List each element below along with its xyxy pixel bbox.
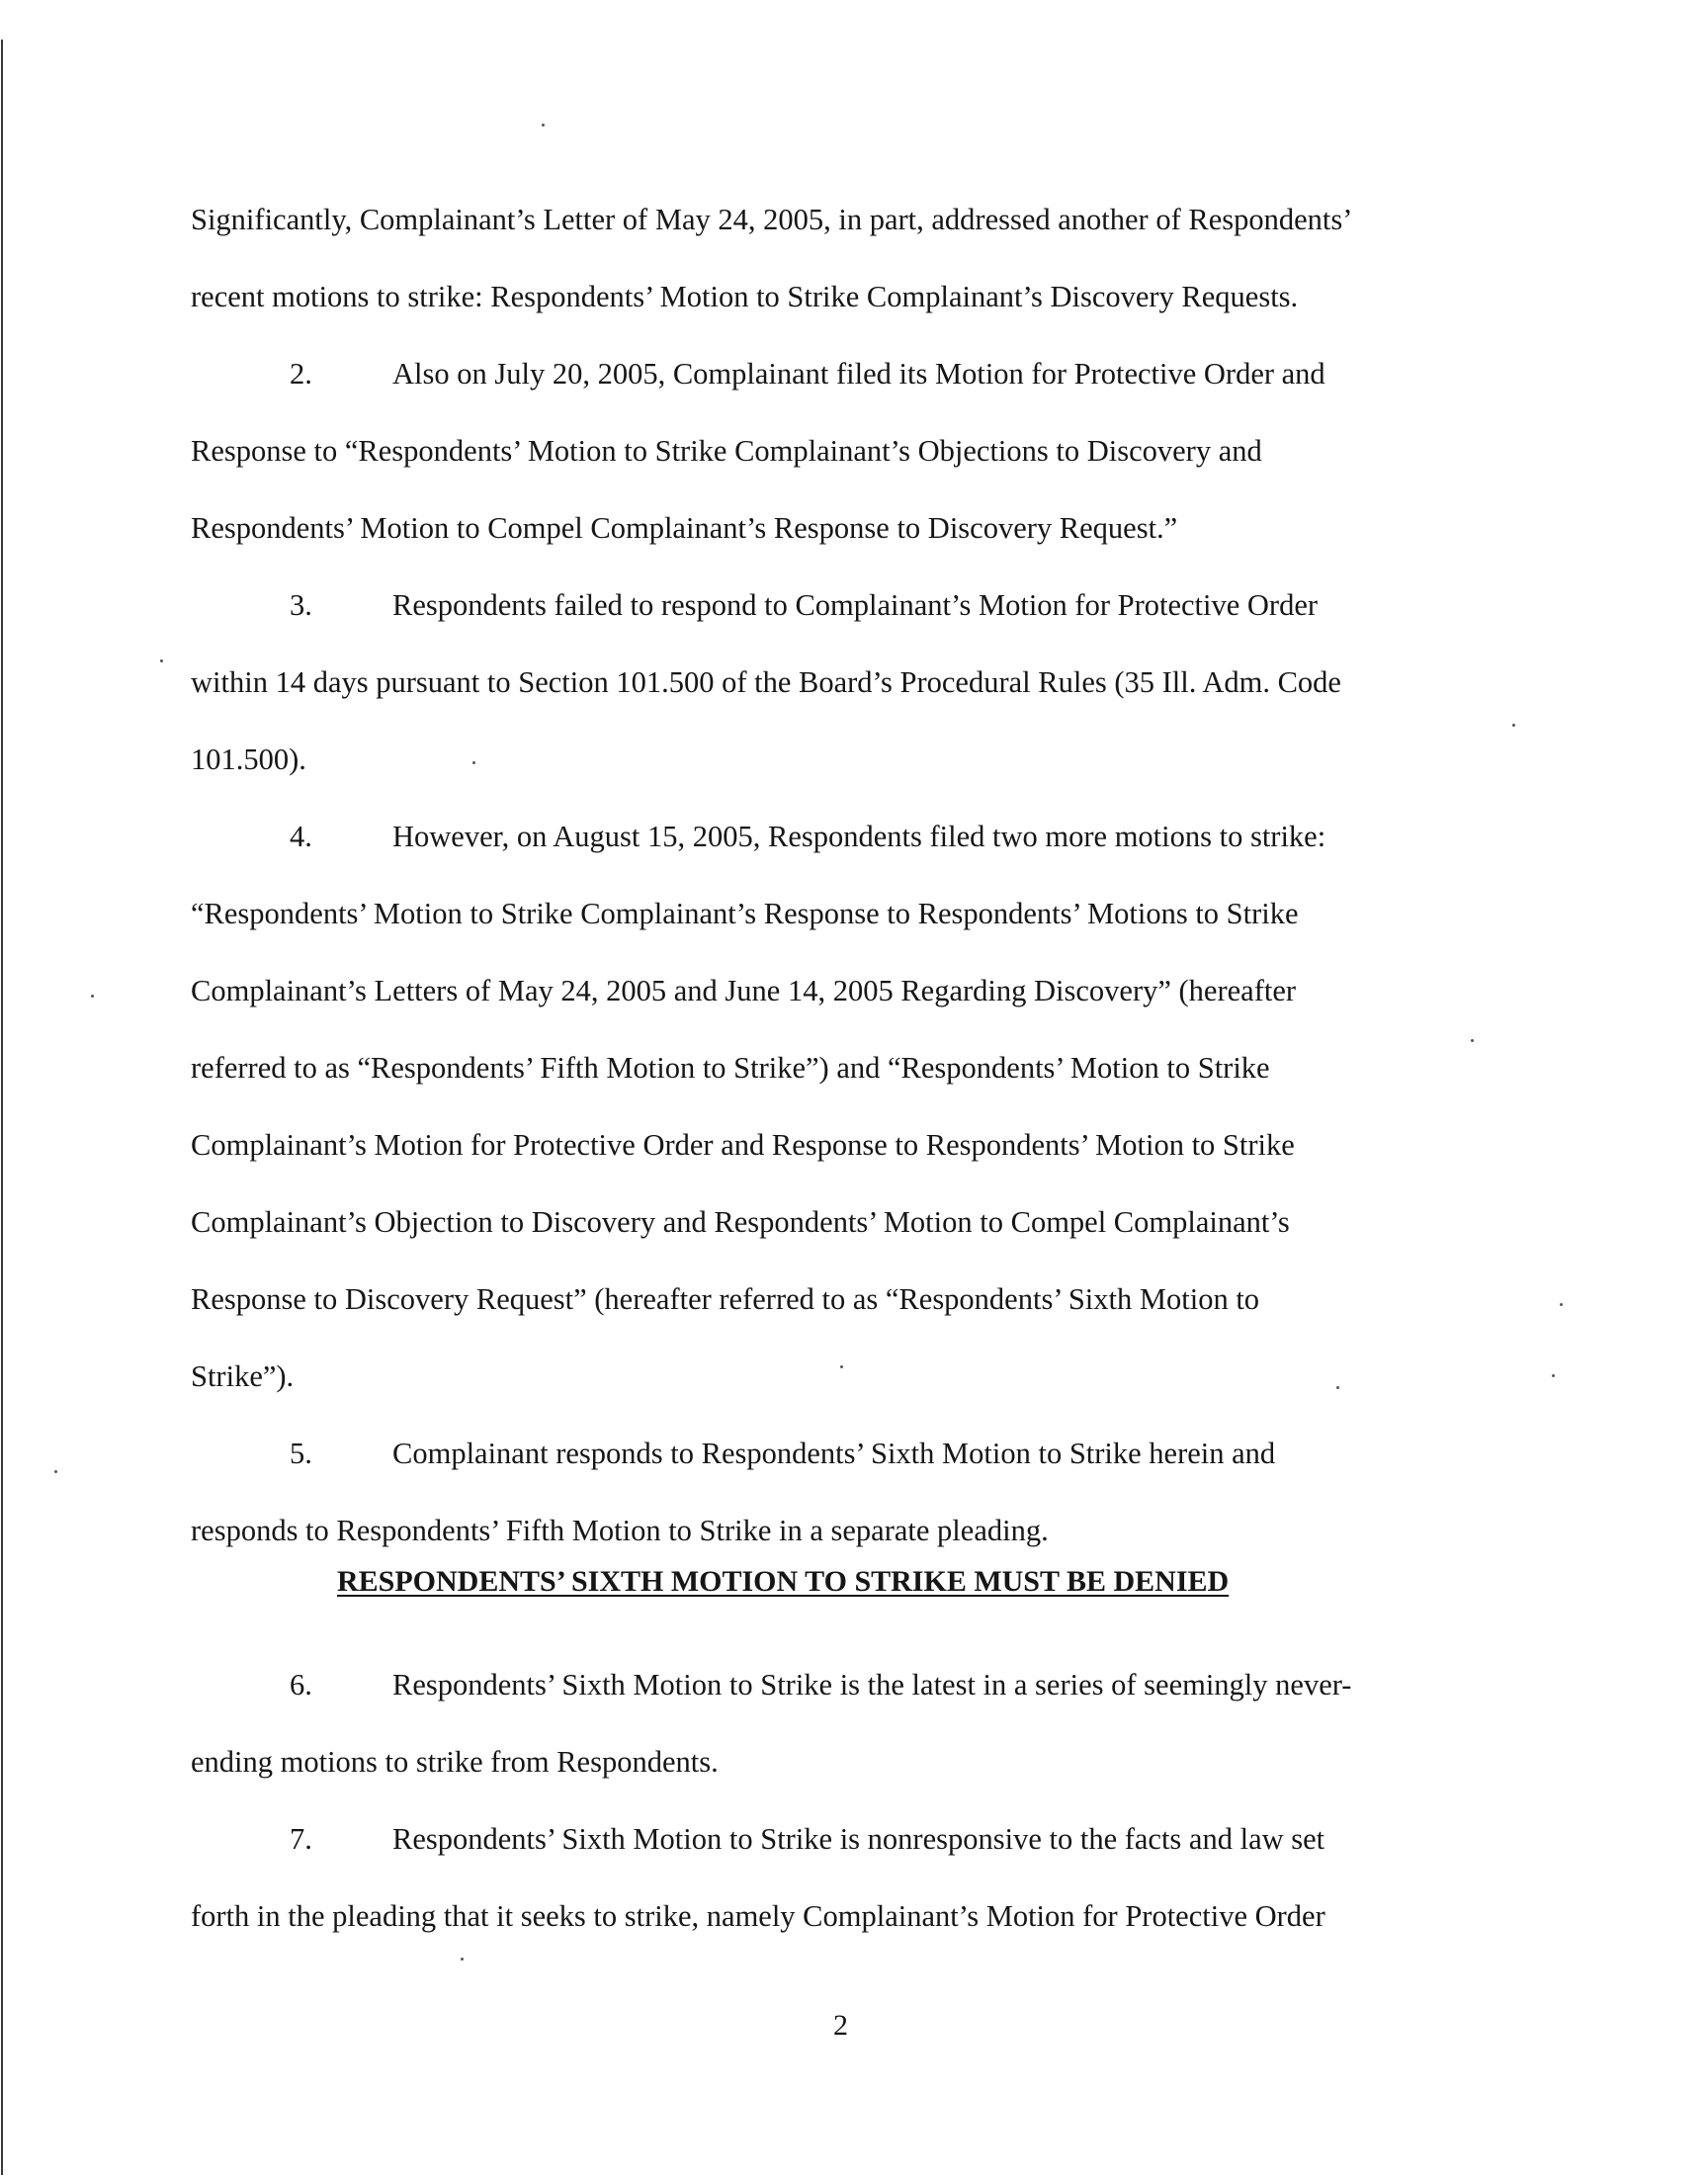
scan-speck xyxy=(54,1470,57,1473)
scan-speck xyxy=(542,124,545,127)
page-number: 2 xyxy=(833,2009,848,2042)
paragraph-first-line: Respondents’ Sixth Motion to Strike is the latest in a series of seemingly never- xyxy=(392,1668,1352,1702)
scan-speck xyxy=(1552,1374,1555,1377)
paragraph-number: 5. xyxy=(290,1437,312,1470)
scan-speck xyxy=(1336,1386,1339,1389)
paragraph-number: 2. xyxy=(290,357,312,391)
scan-speck xyxy=(160,659,163,662)
paragraph-number: 6. xyxy=(290,1668,312,1702)
paragraph-first-line: Respondents’ Sixth Motion to Strike is nonresponsive to the facts and law set xyxy=(392,1822,1325,1856)
paragraph-number: 7. xyxy=(290,1822,312,1856)
paragraph-first-line: Also on July 20, 2005, Complainant filed its Motion for Protective Order and xyxy=(392,357,1325,391)
paragraph-line: 101.500). xyxy=(191,742,306,776)
paragraph-line: Response to “Respondents’ Motion to Strike Complainant’s Objections to Discovery and xyxy=(191,434,1262,468)
paragraph-number: 3. xyxy=(290,588,312,622)
paragraph-line: Respondents’ Motion to Compel Complainant’s Response to Discovery Request.” xyxy=(191,511,1178,545)
section-heading: RESPONDENTS’ SIXTH MOTION TO STRIKE MUST BE DENIED xyxy=(337,1565,1230,1598)
scan-speck xyxy=(1512,724,1515,727)
paragraph-line: forth in the pleading that it seeks to strike, namely Complainant’s Motion for Protective Order xyxy=(191,1899,1325,1933)
paragraph-line: responds to Respondents’ Fifth Motion to Strike in a separate pleading. xyxy=(191,1514,1049,1547)
paragraph-line: Response to Discovery Request” (hereafter referred to as “Respondents’ Sixth Motion to xyxy=(191,1282,1260,1316)
scan-speck xyxy=(91,995,94,998)
paragraph-first-line: Respondents failed to respond to Complainant’s Motion for Protective Order xyxy=(392,588,1319,622)
paragraph-line: Complainant’s Letters of May 24, 2005 and June 14, 2005 Regarding Discovery” (hereafter xyxy=(191,974,1297,1007)
scan-speck xyxy=(461,1958,464,1961)
paragraph-first-line: However, on August 15, 2005, Respondents filed two more motions to strike: xyxy=(392,820,1326,853)
intro-line: recent motions to strike: Respondents’ Motion to Strike Complainant’s Discovery Requests. xyxy=(191,280,1299,313)
scan-speck xyxy=(840,1365,843,1368)
paragraph-line: within 14 days pursuant to Section 101.500 of the Board’s Procedural Rules (35 Ill. Adm. Code xyxy=(191,665,1341,699)
scan-speck xyxy=(1471,1039,1474,1042)
paragraph-number: 4. xyxy=(290,820,312,853)
paragraph-line: Strike”). xyxy=(191,1359,295,1393)
scan-speck xyxy=(472,761,475,764)
paragraph-line: ending motions to strike from Respondents. xyxy=(191,1745,719,1779)
scan-edge-line xyxy=(1,40,3,2175)
scan-speck xyxy=(1560,1303,1563,1306)
intro-line: Significantly, Complainant’s Letter of May 24, 2005, in part, addressed another of Respondents’ xyxy=(191,203,1353,236)
paragraph-first-line: Complainant responds to Respondents’ Sixth Motion to Strike herein and xyxy=(392,1437,1276,1470)
paragraph-line: Complainant’s Motion for Protective Order and Response to Respondents’ Motion to Strike xyxy=(191,1128,1295,1162)
paragraph-line: Complainant’s Objection to Discovery and Respondents’ Motion to Compel Complainant’s xyxy=(191,1205,1290,1239)
paragraph-line: referred to as “Respondents’ Fifth Motion to Strike”) and “Respondents’ Motion to Strike xyxy=(191,1051,1270,1085)
paragraph-line: “Respondents’ Motion to Strike Complainant’s Response to Respondents’ Motions to Strike xyxy=(191,897,1299,930)
